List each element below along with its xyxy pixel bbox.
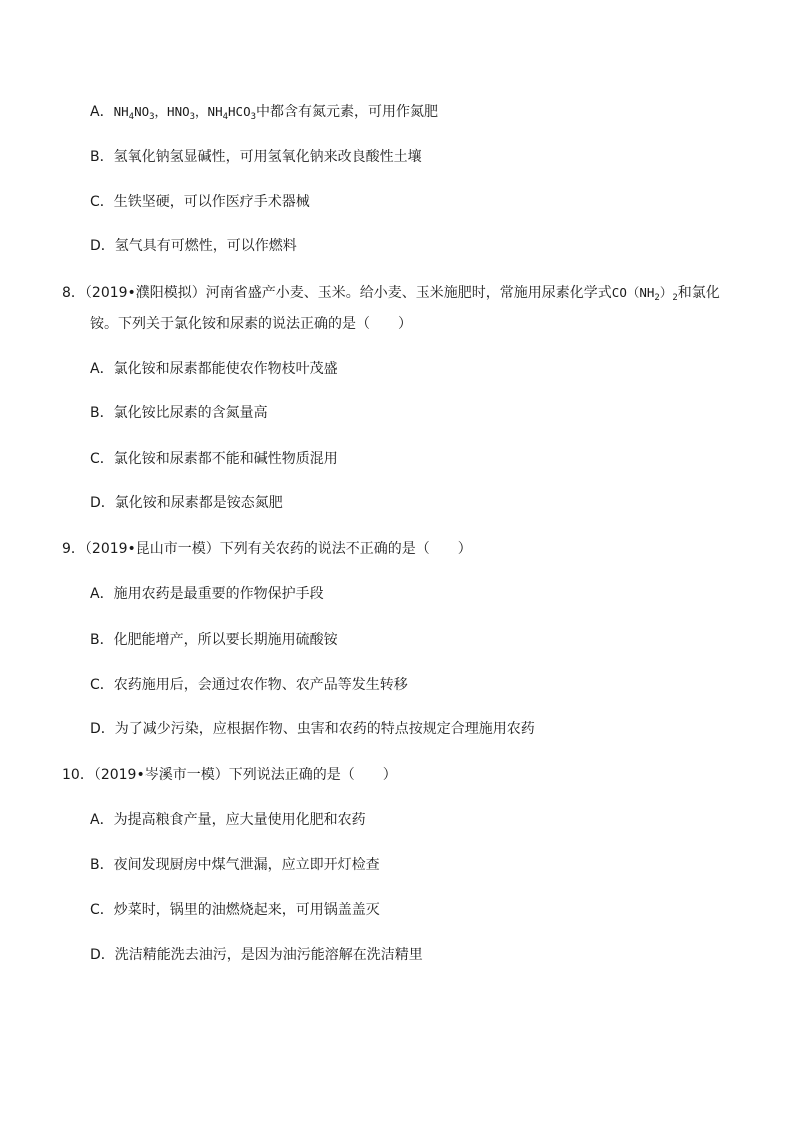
- q8-stem-line1: 8．（2019•濮阳模拟）河南省盛产小麦、玉米。给小麦、玉米施肥时，常施用尿素化学式$CO(NH_2)_2$和氯化: [62, 285, 720, 303]
- q9-option-d: D．为了减少污染，应根据作物、虫害和农药的特点按规定合理施用农药: [90, 721, 535, 737]
- q9-stem: 9．（2019•昆山市一模）下列有关农药的说法不正确的是（ ）: [62, 541, 472, 557]
- q8-option-a: A．氯化铵和尿素都能使农作物枝叶茂盛: [90, 361, 338, 377]
- q9-option-b: B．化肥能增产，所以要长期施用硫酸铵: [90, 632, 338, 648]
- q9-option-a: A．施用农药是最重要的作物保护手段: [90, 586, 324, 602]
- q10-option-a: A．为提高粮食产量，应大量使用化肥和农药: [90, 812, 366, 828]
- q10-option-d: D．洗洁精能洗去油污，是因为油污能溶解在洗洁精里: [90, 947, 423, 963]
- q8-stem-line2: 铵。下列关于氯化铵和尿素的说法正确的是（ ）: [90, 316, 412, 332]
- q7-formula-1: $NH_4NO_3$，$HNO_3$，$NH_4HCO_3$: [113, 104, 257, 122]
- q7-option-a-text: 中都含有氮元素，可用作氮肥: [256, 104, 439, 120]
- q10-stem: 10．（2019•岑溪市一模）下列说法正确的是（ ）: [62, 767, 397, 783]
- q8-option-b: B．氯化铵比尿素的含氮量高: [90, 405, 268, 421]
- q7-option-c: C．生铁坚硬，可以作医疗手术器械: [90, 194, 310, 210]
- q8-formula: $CO(NH_2)_2$: [611, 285, 678, 303]
- q10-option-b: B．夜间发现厨房中煤气泄漏，应立即开灯检查: [90, 857, 380, 873]
- q7-option-b: B．氢氧化钠氢显碱性，可用氢氧化钠来改良酸性土壤: [90, 149, 422, 165]
- q9-option-c: C．农药施用后，会通过农作物、农产品等发生转移: [90, 677, 408, 693]
- q8-option-c: C．氯化铵和尿素都不能和碱性物质混用: [90, 451, 338, 467]
- q7-option-d: D．氢气具有可燃性，可以作燃料: [90, 238, 297, 254]
- q10-option-c: C．炒菜时，锅里的油燃烧起来，可用锅盖盖灭: [90, 902, 380, 918]
- q8-option-d: D．氯化铵和尿素都是铵态氮肥: [90, 495, 283, 511]
- q7-option-a: [90, 102, 438, 122]
- q7-option-a-label: A．: [90, 104, 114, 120]
